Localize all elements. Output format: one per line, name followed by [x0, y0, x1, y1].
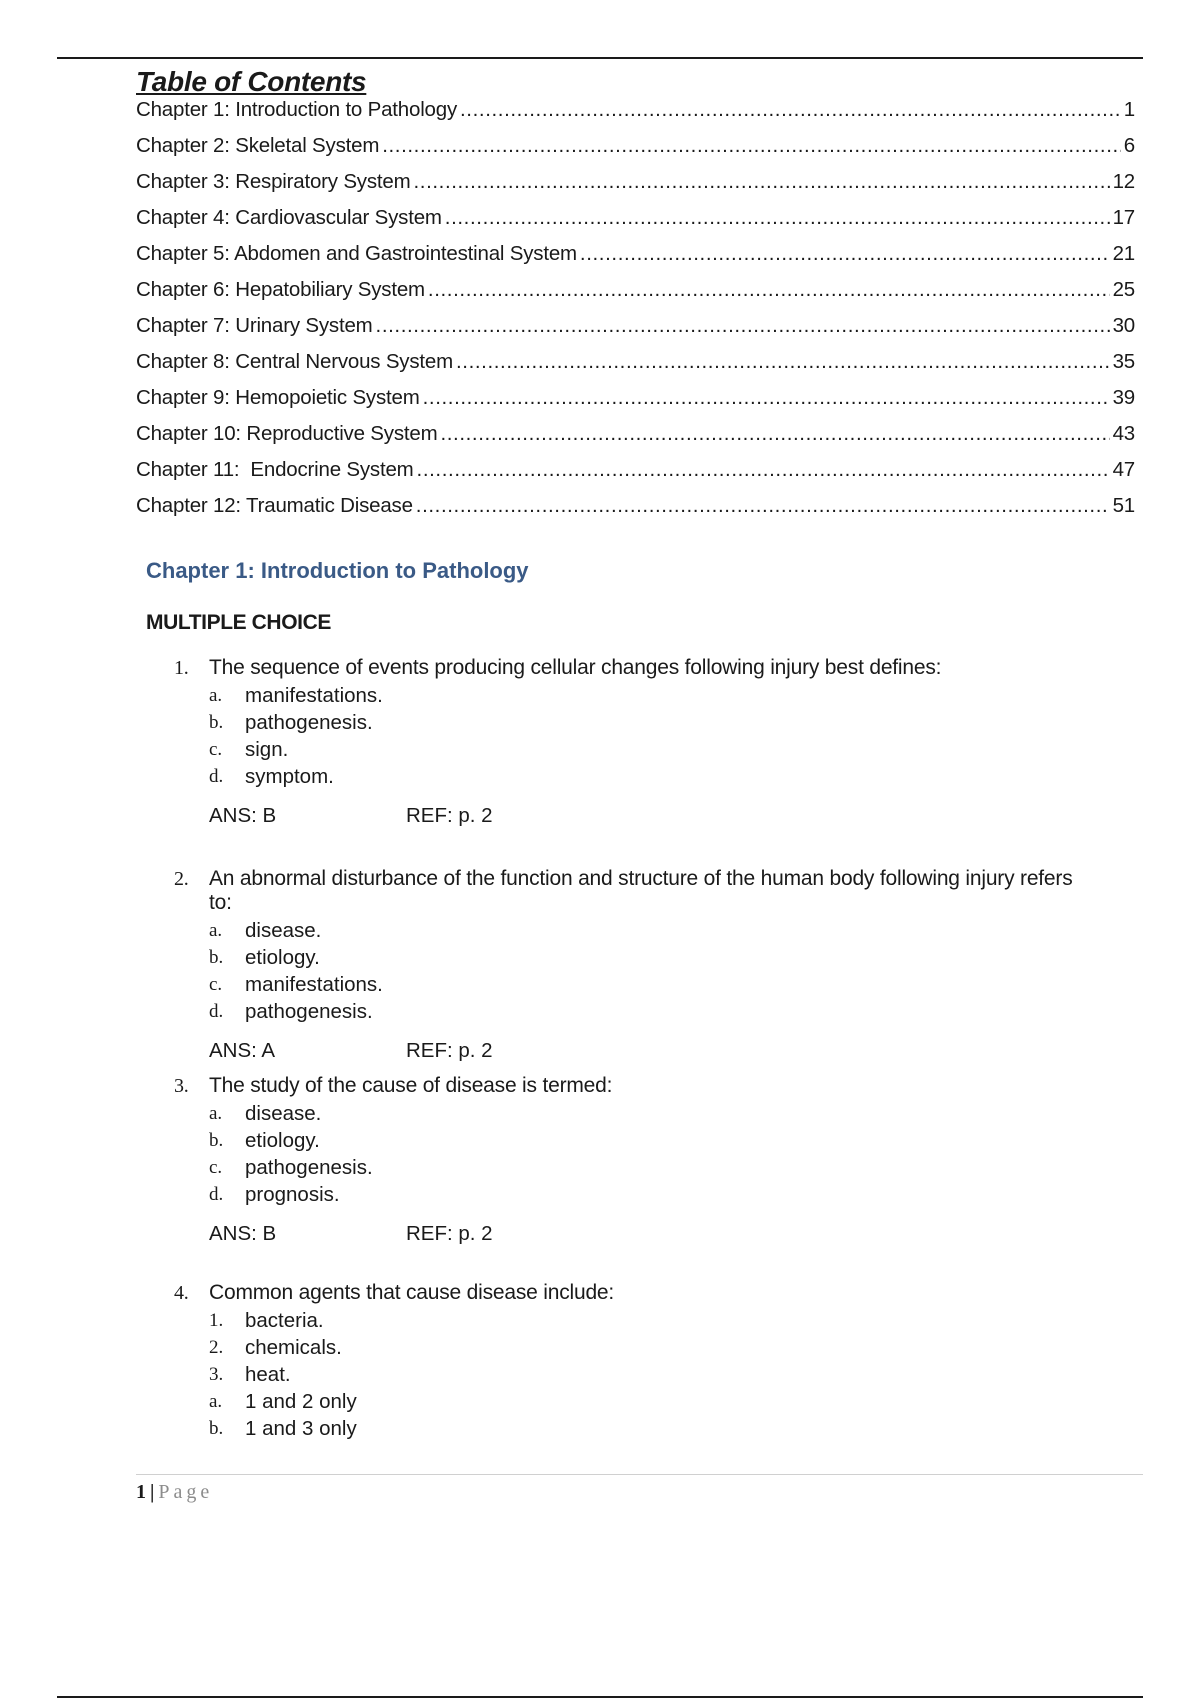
option-text: manifestations. — [245, 683, 383, 707]
question-number: 1. — [174, 657, 189, 679]
toc-entry-page: 43 — [1112, 422, 1135, 445]
option-letter: c. — [209, 738, 223, 760]
page-label: Page — [158, 1481, 214, 1503]
toc-entry-label: Chapter 7: Urinary System — [136, 314, 373, 337]
footer-rule — [136, 1474, 1143, 1475]
toc-entry[interactable] — [136, 314, 1135, 350]
answer-options — [209, 1307, 1094, 1442]
toc-entry-label: Chapter 6: Hepatobiliary System — [136, 278, 425, 301]
footer-separator: | — [150, 1481, 155, 1503]
section-heading: MULTIPLE CHOICE — [146, 611, 331, 634]
option-letter: a. — [209, 919, 223, 941]
option-text: etiology. — [245, 945, 320, 969]
option-text: chemicals. — [245, 1335, 342, 1359]
option-letter: a. — [209, 684, 223, 706]
toc-entry[interactable] — [136, 98, 1135, 134]
question-item — [174, 1281, 1094, 1442]
top-rule — [57, 57, 1143, 59]
question-number: 4. — [174, 1282, 189, 1304]
toc-entry-page: 51 — [1112, 494, 1135, 517]
answer-options — [209, 682, 1094, 790]
answer-option — [209, 1307, 1094, 1334]
reference-value: REF: p. 2 — [406, 804, 493, 827]
bottom-rule — [57, 1696, 1143, 1698]
toc-leader-dots — [580, 242, 1110, 266]
table-of-contents — [136, 98, 1135, 530]
reference-value: REF: p. 2 — [406, 1222, 493, 1245]
toc-entry[interactable] — [136, 242, 1135, 278]
toc-entry-page: 39 — [1112, 386, 1135, 409]
toc-entry-page: 17 — [1112, 206, 1135, 229]
toc-entry-label: Chapter 3: Respiratory System — [136, 170, 411, 193]
option-letter: b. — [209, 1129, 224, 1151]
option-text: etiology. — [245, 1128, 320, 1152]
answer-option — [209, 1181, 1094, 1208]
question-text: An abnormal disturbance of the function and structure of the human body following injury refers to: — [209, 867, 1073, 914]
answer-option — [209, 1100, 1094, 1127]
answer-option — [209, 1127, 1094, 1154]
toc-entry-page: 30 — [1112, 314, 1135, 337]
answer-option — [209, 1154, 1094, 1181]
toc-entry-label: Chapter 9: Hemopoietic System — [136, 386, 420, 409]
answer-options — [209, 917, 1094, 1025]
option-letter: b. — [209, 1417, 224, 1439]
toc-leader-dots — [413, 170, 1109, 194]
toc-entry-label: Chapter 2: Skeletal System — [136, 134, 380, 157]
option-letter: 2. — [209, 1336, 224, 1358]
question-text: Common agents that cause disease include: — [209, 1281, 615, 1304]
option-letter: c. — [209, 1156, 223, 1178]
option-letter: 3. — [209, 1363, 224, 1385]
toc-entry[interactable] — [136, 494, 1135, 530]
option-text: pathogenesis. — [245, 999, 373, 1023]
page-footer — [136, 1481, 213, 1504]
option-text: pathogenesis. — [245, 710, 373, 734]
question-stem — [174, 867, 1094, 915]
toc-entry[interactable] — [136, 422, 1135, 458]
toc-leader-dots — [428, 278, 1110, 302]
option-text: manifestations. — [245, 972, 383, 996]
toc-entry[interactable] — [136, 278, 1135, 314]
option-letter: b. — [209, 711, 224, 733]
option-text: prognosis. — [245, 1182, 340, 1206]
answer-option — [209, 1334, 1094, 1361]
option-text: disease. — [245, 1101, 322, 1125]
question-item — [174, 656, 1094, 828]
answer-option — [209, 998, 1094, 1025]
answer-option — [209, 971, 1094, 998]
toc-entry-label: Chapter 5: Abdomen and Gastrointestinal System — [136, 242, 577, 265]
toc-leader-dots — [417, 458, 1110, 482]
option-letter: d. — [209, 1183, 224, 1205]
question-item — [174, 867, 1094, 1063]
toc-leader-dots — [423, 386, 1110, 410]
reference-value: REF: p. 2 — [406, 1039, 493, 1062]
answer-option — [209, 736, 1094, 763]
answer-option — [209, 1415, 1094, 1442]
question-number: 3. — [174, 1075, 189, 1097]
toc-entry-page: 35 — [1112, 350, 1135, 373]
option-letter: d. — [209, 765, 224, 787]
toc-leader-dots — [445, 206, 1110, 230]
chapter-heading: Chapter 1: Introduction to Pathology — [146, 558, 529, 583]
option-text: heat. — [245, 1362, 291, 1386]
toc-leader-dots — [460, 98, 1121, 122]
answer-options — [209, 1100, 1094, 1208]
toc-entry[interactable] — [136, 350, 1135, 386]
option-letter: d. — [209, 1000, 224, 1022]
toc-entry-label: Chapter 10: Reproductive System — [136, 422, 438, 445]
toc-leader-dots — [416, 494, 1110, 518]
toc-entry[interactable] — [136, 170, 1135, 206]
toc-entry-page: 12 — [1112, 170, 1135, 193]
toc-entry-label: Chapter 12: Traumatic Disease — [136, 494, 413, 517]
option-letter: a. — [209, 1102, 223, 1124]
toc-leader-dots — [456, 350, 1110, 374]
toc-entry-page: 21 — [1112, 242, 1135, 265]
toc-leader-dots — [376, 314, 1110, 338]
question-stem — [174, 1074, 1094, 1098]
page-number: 1 — [136, 1481, 146, 1503]
option-text: disease. — [245, 918, 322, 942]
option-text: bacteria. — [245, 1308, 324, 1332]
option-text: 1 and 2 only — [245, 1389, 357, 1413]
answer-option — [209, 763, 1094, 790]
question-stem — [174, 656, 1094, 680]
option-text: 1 and 3 only — [245, 1416, 357, 1440]
question-stem — [174, 1281, 1094, 1305]
option-letter: a. — [209, 1390, 223, 1412]
toc-entry-page: 6 — [1123, 134, 1135, 157]
option-letter: 1. — [209, 1309, 224, 1331]
option-text: symptom. — [245, 764, 334, 788]
answer-option — [209, 944, 1094, 971]
question-item — [174, 1074, 1094, 1246]
answer-value: ANS: A — [209, 1039, 276, 1062]
toc-entry-page: 25 — [1112, 278, 1135, 301]
toc-entry-label: Chapter 1: Introduction to Pathology — [136, 98, 458, 121]
answer-key — [209, 1039, 1094, 1063]
answer-option — [209, 709, 1094, 736]
answer-option — [209, 1388, 1094, 1415]
answer-option — [209, 682, 1094, 709]
toc-entry[interactable] — [136, 206, 1135, 242]
answer-value: ANS: B — [209, 1222, 277, 1245]
question-number: 2. — [174, 868, 189, 890]
toc-entry[interactable] — [136, 458, 1135, 494]
toc-entry-label: Chapter 11: Endocrine System — [136, 458, 414, 481]
answer-value: ANS: B — [209, 804, 277, 827]
toc-title: Table of Contents — [136, 66, 367, 97]
option-letter: c. — [209, 973, 223, 995]
option-letter: b. — [209, 946, 224, 968]
toc-entry-label: Chapter 4: Cardiovascular System — [136, 206, 442, 229]
answer-key — [209, 1222, 1094, 1246]
toc-entry-label: Chapter 8: Central Nervous System — [136, 350, 453, 373]
option-text: sign. — [245, 737, 289, 761]
toc-entry[interactable] — [136, 134, 1135, 170]
option-text: pathogenesis. — [245, 1155, 373, 1179]
toc-entry[interactable] — [136, 386, 1135, 422]
toc-entry-page: 47 — [1112, 458, 1135, 481]
question-text: The sequence of events producing cellular changes following injury best defines: — [209, 656, 942, 679]
answer-option — [209, 917, 1094, 944]
toc-entry-page: 1 — [1123, 98, 1135, 121]
answer-option — [209, 1361, 1094, 1388]
toc-leader-dots — [440, 422, 1109, 446]
question-text: The study of the cause of disease is termed: — [209, 1074, 613, 1097]
answer-key — [209, 804, 1094, 828]
toc-leader-dots — [382, 134, 1121, 158]
